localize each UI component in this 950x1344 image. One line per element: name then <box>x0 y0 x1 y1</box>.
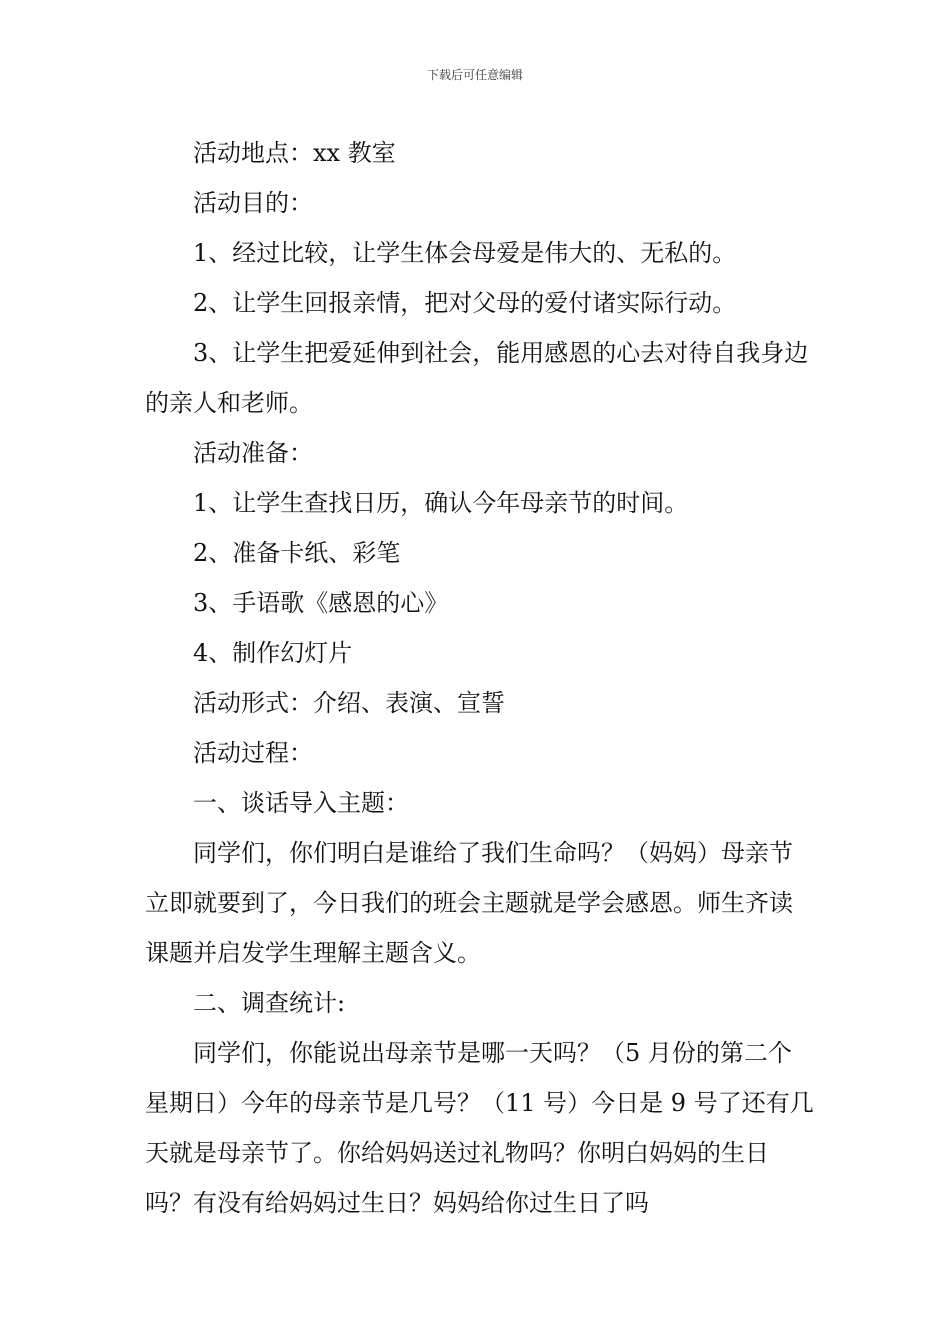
document-body <box>145 128 815 1228</box>
paragraph-section-1-body: 同学们，你们明白是谁给了我们生命吗？（妈妈）母亲节立即就要到了，今日我们的班会主题就是学会感恩。师生齐读课题并启发学生理解主题含义。 <box>145 839 793 967</box>
paragraph-section-1-heading: 一、谈话导入主题： <box>193 789 409 817</box>
paragraph-process-heading: 活动过程： <box>193 739 313 767</box>
paragraph-section-2-body: 同学们，你能说出母亲节是哪一天吗？（5 月份的第二个星期日）今年的母亲节是几号？（11 号）今日是 9 号了还有几天就是母亲节了。你给妈妈送过礼物吗？你明白妈妈的生日吗？有没有给妈妈过生日？妈妈给你过生日了吗 <box>145 1039 814 1217</box>
page-header-note: 下载后可任意编辑 <box>426 68 523 82</box>
paragraph-purpose-2: 2、让学生回报亲情，把对父母的爱付诸实际行动。 <box>193 289 737 317</box>
paragraph-preparation-heading: 活动准备： <box>193 439 313 467</box>
paragraph-preparation-3: 3、手语歌《感恩的心》 <box>193 589 449 617</box>
paragraph-purpose-3: 3、让学生把爱延伸到社会，能用感恩的心去对待自我身边的亲人和老师。 <box>145 339 809 417</box>
paragraph-purpose-1: 1、经过比较，让学生体会母爱是伟大的、无私的。 <box>193 239 737 267</box>
paragraph-location: 活动地点：xx 教室 <box>193 139 396 167</box>
paragraph-preparation-4: 4、制作幻灯片 <box>193 639 353 667</box>
paragraph-preparation-1: 1、让学生查找日历，确认今年母亲节的时间。 <box>193 489 689 517</box>
paragraph-preparation-2: 2、准备卡纸、彩笔 <box>193 539 401 567</box>
paragraph-purpose-heading: 活动目的： <box>193 189 313 217</box>
paragraph-format: 活动形式：介绍、表演、宣誓 <box>193 689 505 717</box>
paragraph-section-2-heading: 二、调查统计: <box>193 989 346 1017</box>
